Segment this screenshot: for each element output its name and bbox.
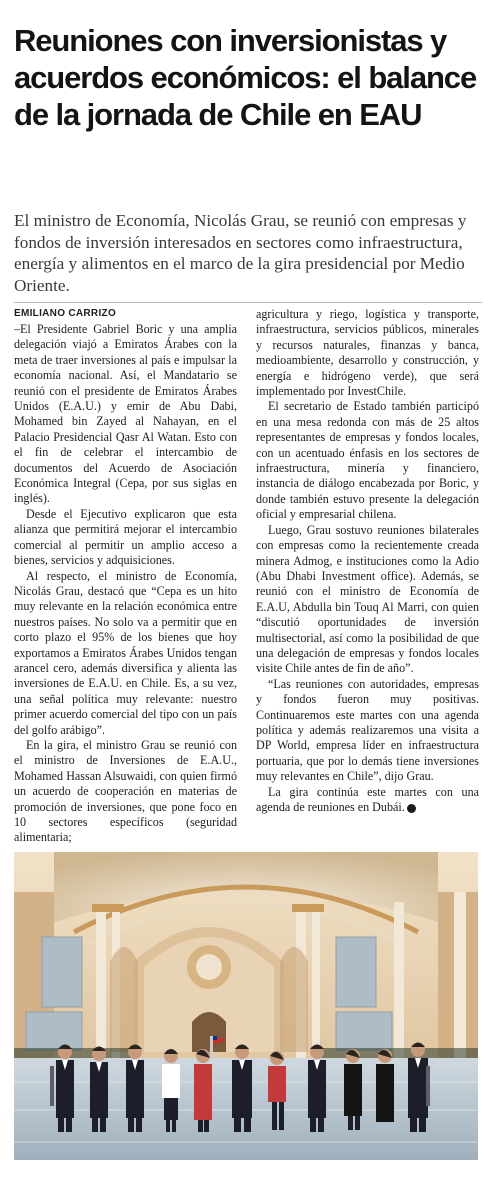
body-paragraph: agricultura y riego, logística y transporte, infraestructura, servicios públicos, minerales y recursos naturales, finanzas y banca, medioambiente, desarrollo y construcción, y energía e hidrógeno verde), que será implementado por InvestChile. <box>256 307 479 399</box>
body-paragraph <box>256 785 479 816</box>
body-paragraph: En la gira, el ministro Grau se reunió con el ministro de Inversiones de E.A.U., Mohamed Hassan Alsuwaidi, con quien firmó un acuerdo de cooperación en materias de promoción de inversiones, que pone foco en 10 sectores específicos (seguridad alimentaria; <box>14 737 237 845</box>
byline: EMILIANO CARRIZO <box>14 308 117 319</box>
body-paragraph: Luego, Grau sostuvo reuniones bilaterales con empresas como la recientemente creada minera Admog, e instituciones como la Adio (Abu Dhabi Investment office). Además, se reunió con el ministro de Economía de E.A.U, Abdulla bin Touq Al Marri, con quien “discutió oportunidades de inversión multisectorial, así como la posibilidad de que una delegación de empresas y fondos locales visite Chile antes de fin de año”. <box>256 522 479 676</box>
dek-divider <box>14 302 482 303</box>
palace-group-photo <box>14 852 478 1160</box>
article-column-right <box>256 307 479 815</box>
end-of-article-icon: P <box>407 804 416 813</box>
article-column-left <box>14 307 237 846</box>
body-paragraph: Al respecto, el ministro de Economía, Nicolás Grau, destacó que “Cepa es un hito muy relevante en la relación económica entre nuestros países. No solo va a permitir que en corto plazo el 95% de los bienes que hoy exportamos a Emiratos Árabes Unidos tengan arancel cero, además diversifica y alienta las inversiones de E.A.U. en Chile. Es, a su vez, una señal política muy relevante: nuestro primer acuerdo comercial del tipo con un país del golfo arábigo”. <box>14 568 237 737</box>
article-photo <box>14 852 478 1160</box>
body-paragraph: El secretario de Estado también participó en una mesa redonda con más de 25 altos representantes de empresas y fondos locales, con un acentuado énfasis en los sectores de infraestructura, minería y financiero, instancia de diálogo encabezada por Boric, y donde también estuvo presente la delegación oficial y empresarial chilena. <box>256 399 479 522</box>
article-dek: El ministro de Economía, Nicolás Grau, se reunió con empresas y fondos de inversión interesados en sectores como infraestructura, energía y alimentos en el marco de la gira presidencial por Medio Oriente. <box>14 211 467 295</box>
article-headline: Reuniones con inversionistas y acuerdos económicos: el balance de la jornada de Chile en EAU <box>14 23 477 132</box>
body-paragraph: “Las reuniones con autoridades, empresas y fondos fueron muy positivas. Continuaremos este martes con una agenda política y además realizaremos una visita a DP World, empresa líder en infraestructura portuaria, que por lo demás tiene inversiones muy relevantes en Chile”, dijo Grau. <box>256 676 479 784</box>
closing-text: La gira continúa este martes con una agenda de reuniones en Dubái. <box>256 784 479 814</box>
body-paragraph: Desde el Ejecutivo explicaron que esta alianza que permitirá mejorar el intercambio comercial al permitir un amplio acceso a bienes, servicios y adquisiciones. <box>14 506 237 568</box>
body-paragraph: –El Presidente Gabriel Boric y una amplia delegación viajó a Emiratos Árabes con la meta de traer inversiones al país e impulsar la economía nacional. Así, el Mandatario se reunió con el presidente de Emiratos Árabes Unidos (E.A.U.) y emir de Abu Dabi, Mohamed bin Zayed al Nahayan, en el Palacio Presidencial Qasr Al Watan. Esto con el fin de celebrar el intercambio de documentos del Acuerdo de Asociación Económica Integral (Cepa, por sus siglas en inglés). <box>14 322 237 506</box>
